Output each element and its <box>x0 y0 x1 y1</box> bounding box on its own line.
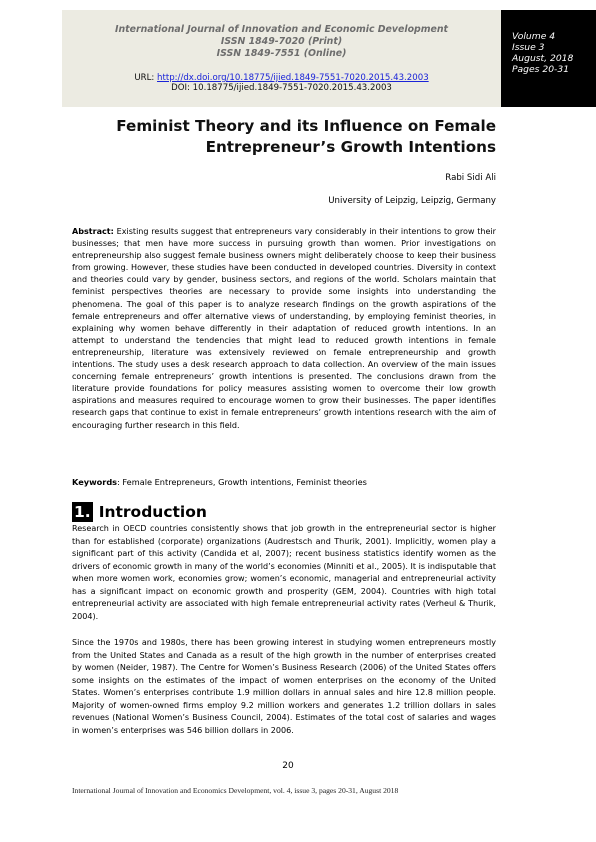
volume-info <box>512 31 573 75</box>
paper-title <box>70 116 496 158</box>
title-line-1: Feminist Theory and its Influence on Female <box>116 117 496 135</box>
paragraph: Research in OECD countries consistently shows that job growth in the entrepreneurial sector is higher than for established (corporate) organizations (Audrestsch and Thurik, 2001). Implicitly, women play a significant part of this activity (Candida et al, 2007); recent business statistics identify women as the drivers of economic growth in many of the world’s economies (Minniti et al., 2005). It is indisputable that when more women work, economies grow; women’s economic, managerial and entrepreneurial activity has a significant impact on economic growth and prosperity (GEM, 2004). Countries with high total entrepreneurial activity are associated with high female entrepreneurial activity rates (Verheul & Thurik, 2004). <box>72 524 496 621</box>
title-line-2: Entrepreneur’s Growth Intentions <box>205 138 496 156</box>
page-range: Pages 20-31 <box>512 64 570 75</box>
page-footer: International Journal of Innovation and Economics Development, vol. 4, issue 3, pages 20-31, August 2018 <box>72 786 399 795</box>
page-number: 20 <box>282 761 294 771</box>
issue-date: August, 2018 <box>512 53 574 64</box>
url-label: URL: <box>134 73 158 83</box>
keywords-text: : Female Entrepreneurs, Growth intentions, Feminist theories <box>117 477 367 487</box>
keywords-label: Keywords <box>72 477 118 487</box>
abstract <box>72 226 496 432</box>
journal-name: International Journal of Innovation and Economic Development <box>114 24 449 35</box>
journal-info <box>62 24 501 60</box>
doi-link[interactable]: http://dx.doi.org/10.18775/ijied.1849-7551-7020.2015.43.2003 <box>157 73 429 83</box>
author-name: Rabi Sidi Ali <box>445 173 496 183</box>
issn-online: ISSN 1849-7551 (Online) <box>216 48 347 59</box>
abstract-text: Existing results suggest that entrepreneurs vary considerably in their intentions to grow their businesses; that men have more success in pursuing growth than women. Prior investigations on entrepreneurship also suggest female business owners might deliberately choose to keep their business from growing. However, these studies have been conducted in developed countries. Diversity in context and theories could vary by gender, business sectors, and regions of the world. Scholars maintain that feminist perspectives theories are necessary to provide some insights into understanding the phenomena. The goal of this paper is to analyze research findings on the growth aspirations of the female entrepreneurs and offer alternative views of understanding, by employing feminist theories, in explaining why women behave differently in their adaptation of reduced growth intentions. In an attempt to understand the tendencies that might lead to reduced growth intentions in female entrepreneurship, literature was extensively reviewed on female entrepreneurship and growth intentions. The study uses a desk research approach to data collection. An overview of the main issues concerning female entrepreneurs’ growth intentions is presented. The conclusions drawn from the literature provide foundations for policy measures assisting women to overcome their low growth aspirations and measures required to encourage women to grow their businesses. The paper identifies research gaps that continue to exist in female entrepreneurs’ growth intentions research with the aim of encouraging further research in this field. <box>72 227 496 430</box>
issue: Issue 3 <box>512 42 545 53</box>
doi-line: DOI: 10.18775/ijied.1849-7551-7020.2015.43.2003 <box>171 83 392 93</box>
keywords <box>72 477 496 487</box>
author-affiliation: University of Leipzig, Leipzig, Germany <box>328 196 496 206</box>
abstract-label: Abstract: <box>72 227 114 236</box>
volume: Volume 4 <box>512 31 556 42</box>
section-heading <box>72 502 207 522</box>
section-number: 1. <box>74 503 91 521</box>
paragraph: Since the 1970s and 1980s, there has been growing interest in studying women entrepreneurs mostly from the United States and Canada as a result of the high growth in the number of enterprises created by women (Neider, 1987). The Centre for Women’s Business Research (2006) of the United States offers some insights on the estimates of the impact of women enterprises on the economy of the United States. Women’s enterprises contribute 1.9 million dollars in annual sales and hire 12.8 million people. Majority of women-owned firms employ 9.2 million workers and generates 1.2 trillion dollars in sales revenues (National Women’s Business Council, 2004). Estimates of the total cost of salaries and wages in women’s enterprises was 546 billion dollars in 2006. <box>72 638 496 735</box>
url-line <box>62 73 501 83</box>
section-title: Introduction <box>98 503 207 521</box>
issn-print: ISSN 1849-7020 (Print) <box>220 36 343 47</box>
